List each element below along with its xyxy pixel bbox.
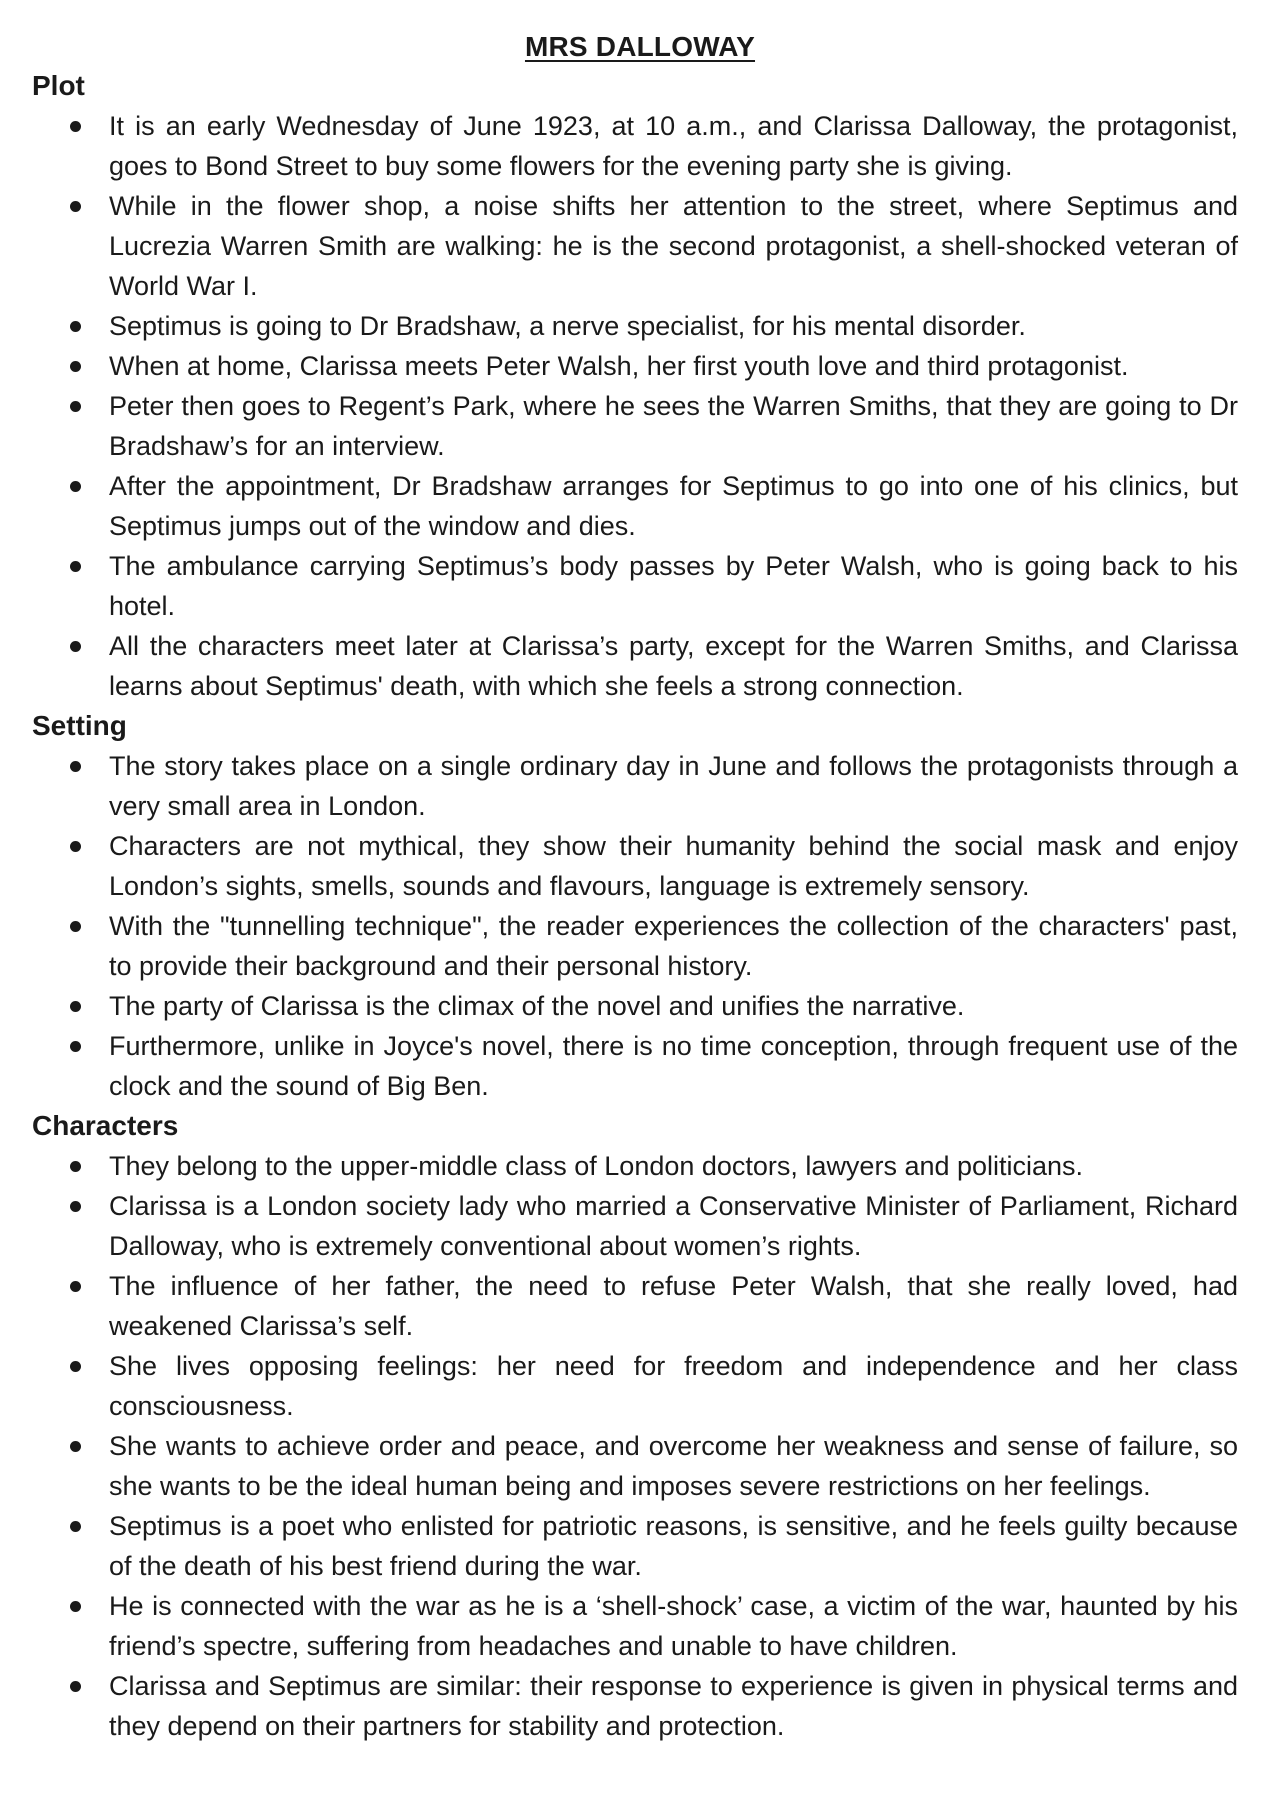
list-item: It is an early Wednesday of June 1923, at 10 a.m., and Clarissa Dalloway, the protagonist, goes to Bond Street to buy some flowers for the evening party she is giving.	[32, 106, 1248, 186]
list-item: He is connected with the war as he is a ‘shell-shock’ case, a victim of the war, haunted by his friend’s spectre, suffering from headaches and unable to have children.	[32, 1586, 1248, 1666]
list-item: The ambulance carrying Septimus’s body passes by Peter Walsh, who is going back to his hotel.	[32, 546, 1248, 626]
document-title: MRS DALLOWAY	[524, 31, 756, 62]
section-plot	[32, 66, 1248, 706]
list-item: Septimus is going to Dr Bradshaw, a nerve specialist, for his mental disorder.	[32, 306, 1248, 346]
list-item: With the "tunnelling technique", the reader experiences the collection of the characters' past, to provide their background and their personal history.	[32, 906, 1248, 986]
list-item: After the appointment, Dr Bradshaw arranges for Septimus to go into one of his clinics, but Septimus jumps out of the window and dies.	[32, 466, 1248, 546]
list-item: Clarissa is a London society lady who married a Conservative Minister of Parliament, Richard Dalloway, who is extremely conventional about women’s rights.	[32, 1186, 1248, 1266]
section-characters	[32, 1106, 1248, 1746]
list-item: They belong to the upper-middle class of London doctors, lawyers and politicians.	[32, 1146, 1248, 1186]
list-item: Furthermore, unlike in Joyce's novel, there is no time conception, through frequent use of the clock and the sound of Big Ben.	[32, 1026, 1248, 1106]
list-item: While in the flower shop, a noise shifts her attention to the street, where Septimus and Lucrezia Warren Smith are walking: he is the second protagonist, a shell-shocked veteran of World War I.	[32, 186, 1248, 306]
list-item: The story takes place on a single ordinary day in June and follows the protagonists through a very small area in London.	[32, 746, 1248, 826]
list-item: Septimus is a poet who enlisted for patriotic reasons, is sensitive, and he feels guilty because of the death of his best friend during the war.	[32, 1506, 1248, 1586]
list-item: All the characters meet later at Clarissa’s party, except for the Warren Smiths, and Clarissa learns about Septimus' death, with which she feels a strong connection.	[32, 626, 1248, 706]
list-item: Peter then goes to Regent’s Park, where he sees the Warren Smiths, that they are going to Dr Bradshaw’s for an interview.	[32, 386, 1248, 466]
list-item: The party of Clarissa is the climax of the novel and unifies the narrative.	[32, 986, 1248, 1026]
setting-list	[32, 746, 1248, 1106]
section-heading-characters: Characters	[32, 1110, 179, 1141]
list-item: She lives opposing feelings: her need for freedom and independence and her class consciousness.	[32, 1346, 1248, 1426]
section-heading-setting: Setting	[32, 710, 127, 741]
list-item: Clarissa and Septimus are similar: their response to experience is given in physical terms and they depend on their partners for stability and protection.	[32, 1666, 1248, 1746]
section-heading-plot: Plot	[32, 70, 85, 101]
list-item: When at home, Clarissa meets Peter Walsh, her first youth love and third protagonist.	[32, 346, 1248, 386]
list-item: She wants to achieve order and peace, and overcome her weakness and sense of failure, so she wants to be the ideal human being and imposes severe restrictions on her feelings.	[32, 1426, 1248, 1506]
list-item: The influence of her father, the need to refuse Peter Walsh, that she really loved, had weakened Clarissa’s self.	[32, 1266, 1248, 1346]
section-setting	[32, 706, 1248, 1106]
plot-list	[32, 106, 1248, 706]
characters-list	[32, 1146, 1248, 1746]
list-item: Characters are not mythical, they show their humanity behind the social mask and enjoy London’s sights, smells, sounds and flavours, language is extremely sensory.	[32, 826, 1248, 906]
